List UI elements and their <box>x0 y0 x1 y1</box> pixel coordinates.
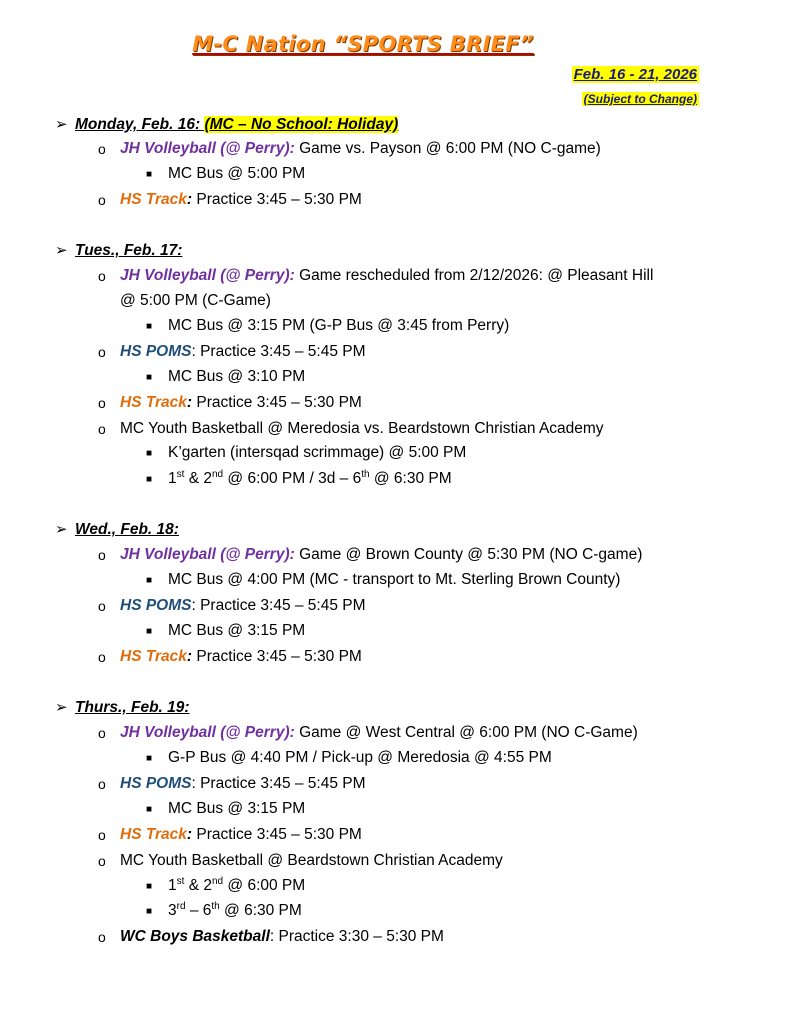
ordinal-number: & 2 <box>184 877 212 894</box>
activity-label: JH Volleyball (@ Perry): <box>120 724 295 741</box>
square-bullet-icon: ■ <box>146 881 153 892</box>
list-subitem: MC Bus @ 3:15 PM <box>168 622 306 639</box>
list-item-continuation: @ 5:00 PM (C-Game) <box>120 292 271 309</box>
activity-label: WC Boys Basketball <box>120 928 270 945</box>
list-item <box>120 825 362 845</box>
circle-bullet-icon: o <box>98 598 106 614</box>
subject-to-change-note: (Subject to Change) <box>583 92 697 106</box>
list-subitem <box>168 469 452 489</box>
date-range: Feb. 16 - 21, 2026 <box>573 66 697 83</box>
list-item <box>120 723 638 743</box>
list-subitem: MC Bus @ 3:15 PM <box>168 800 306 817</box>
arrow-bullet-icon: ➢ <box>55 242 68 259</box>
arrow-bullet-icon: ➢ <box>55 116 68 133</box>
ordinal-suffix: st <box>176 875 185 887</box>
activity-colon: : <box>186 394 193 411</box>
time-text: @ 6:00 PM <box>223 877 306 894</box>
activity-label: HS POMS <box>120 343 192 360</box>
list-item <box>120 596 366 616</box>
list-item <box>120 342 366 362</box>
activity-label: HS Track <box>120 191 187 208</box>
activity-text: Practice 3:45 – 5:30 PM <box>192 826 362 843</box>
ordinal-number: @ 6:00 PM / 3d – 6 <box>223 470 362 487</box>
circle-bullet-icon: o <box>98 421 106 437</box>
circle-bullet-icon: o <box>98 725 106 741</box>
ordinal-suffix: th <box>361 468 370 480</box>
square-bullet-icon: ■ <box>146 906 153 917</box>
square-bullet-icon: ■ <box>146 753 153 764</box>
activity-label: JH Volleyball (@ Perry): <box>120 140 295 157</box>
day-heading-tuesday: Tues., Feb. 17: <box>75 242 183 259</box>
time-text: @ 6:30 PM <box>219 902 302 919</box>
circle-bullet-icon: o <box>98 776 106 792</box>
activity-label: HS Track <box>120 394 187 411</box>
list-subitem: MC Bus @ 3:15 PM (G-P Bus @ 3:45 from Perry) <box>168 317 510 334</box>
activity-label: JH Volleyball (@ Perry): <box>120 267 295 284</box>
ordinal-number: 1 <box>168 470 177 487</box>
activity-label: JH Volleyball (@ Perry): <box>120 546 295 563</box>
document-title: M-C Nation “SPORTS BRIEF” <box>192 32 534 56</box>
list-item <box>120 774 366 794</box>
list-item <box>120 266 653 286</box>
square-bullet-icon: ■ <box>146 575 153 586</box>
circle-bullet-icon: o <box>98 827 106 843</box>
circle-bullet-icon: o <box>98 649 106 665</box>
list-item <box>120 647 362 667</box>
list-subitem: MC Bus @ 4:00 PM (MC - transport to Mt. Sterling Brown County) <box>168 571 621 588</box>
square-bullet-icon: ■ <box>146 626 153 637</box>
square-bullet-icon: ■ <box>146 804 153 815</box>
activity-text: Game @ West Central @ 6:00 PM (NO C-Game) <box>294 724 638 741</box>
activity-text: Practice 3:45 – 5:30 PM <box>192 394 362 411</box>
list-subitem: MC Bus @ 5:00 PM <box>168 165 306 182</box>
ordinal-suffix: st <box>176 468 185 480</box>
list-subitem: G-P Bus @ 4:40 PM / Pick-up @ Meredosia @ 4:55 PM <box>168 749 552 766</box>
list-subitem: MC Bus @ 3:10 PM <box>168 368 306 385</box>
list-subitem: K’garten (intersqad scrimmage) @ 5:00 PM <box>168 444 467 461</box>
ordinal-suffix: rd <box>176 900 186 912</box>
activity-colon: : <box>186 191 193 208</box>
circle-bullet-icon: o <box>98 268 106 284</box>
activity-text: : Practice 3:45 – 5:45 PM <box>191 775 366 792</box>
activity-label: HS POMS <box>120 597 192 614</box>
square-bullet-icon: ■ <box>146 474 153 485</box>
list-item <box>120 139 601 159</box>
day-heading-wednesday: Wed., Feb. 18: <box>75 521 179 538</box>
activity-text: Game vs. Payson @ 6:00 PM (NO C-game) <box>294 140 601 157</box>
activity-text: : Practice 3:45 – 5:45 PM <box>191 343 366 360</box>
square-bullet-icon: ■ <box>146 372 153 383</box>
activity-colon: : <box>186 648 193 665</box>
ordinal-number: – 6 <box>185 902 212 919</box>
list-item <box>120 927 444 947</box>
activity-label: HS Track <box>120 648 187 665</box>
list-item: MC Youth Basketball @ Beardstown Christian Academy <box>120 852 503 869</box>
day-heading-monday <box>75 115 398 135</box>
list-subitem <box>168 876 305 896</box>
square-bullet-icon: ■ <box>146 321 153 332</box>
activity-text: Practice 3:45 – 5:30 PM <box>192 648 362 665</box>
activity-label: HS Track <box>120 826 187 843</box>
circle-bullet-icon: o <box>98 192 106 208</box>
arrow-bullet-icon: ➢ <box>55 521 68 538</box>
day-label: Monday, Feb. 16: <box>75 116 201 133</box>
ordinal-number: 1 <box>168 877 177 894</box>
list-item <box>120 393 362 413</box>
activity-text: Practice 3:45 – 5:30 PM <box>192 191 362 208</box>
ordinal-suffix: nd <box>211 875 224 887</box>
circle-bullet-icon: o <box>98 853 106 869</box>
activity-text: : Practice 3:45 – 5:45 PM <box>191 597 366 614</box>
circle-bullet-icon: o <box>98 141 106 157</box>
ordinal-number: & 2 <box>184 470 212 487</box>
activity-text: : Practice 3:30 – 5:30 PM <box>269 928 444 945</box>
ordinal-suffix: th <box>211 900 220 912</box>
circle-bullet-icon: o <box>98 929 106 945</box>
list-item <box>120 545 642 565</box>
day-heading-thursday: Thurs., Feb. 19: <box>75 699 190 716</box>
ordinal-suffix: nd <box>211 468 224 480</box>
arrow-bullet-icon: ➢ <box>55 699 68 716</box>
list-item: MC Youth Basketball @ Meredosia vs. Beardstown Christian Academy <box>120 420 604 437</box>
activity-colon: : <box>186 826 193 843</box>
list-item <box>120 190 362 210</box>
square-bullet-icon: ■ <box>146 169 153 180</box>
circle-bullet-icon: o <box>98 547 106 563</box>
time-text: @ 6:30 PM <box>369 470 452 487</box>
activity-label: HS POMS <box>120 775 192 792</box>
ordinal-number: 3 <box>168 902 177 919</box>
square-bullet-icon: ■ <box>146 448 153 459</box>
circle-bullet-icon: o <box>98 344 106 360</box>
list-subitem <box>168 901 302 921</box>
holiday-note: (MC – No School: Holiday) <box>204 116 399 133</box>
circle-bullet-icon: o <box>98 395 106 411</box>
activity-text: Game rescheduled from 2/12/2026: @ Pleasant Hill <box>294 267 654 284</box>
activity-text: Game @ Brown County @ 5:30 PM (NO C-game) <box>294 546 643 563</box>
